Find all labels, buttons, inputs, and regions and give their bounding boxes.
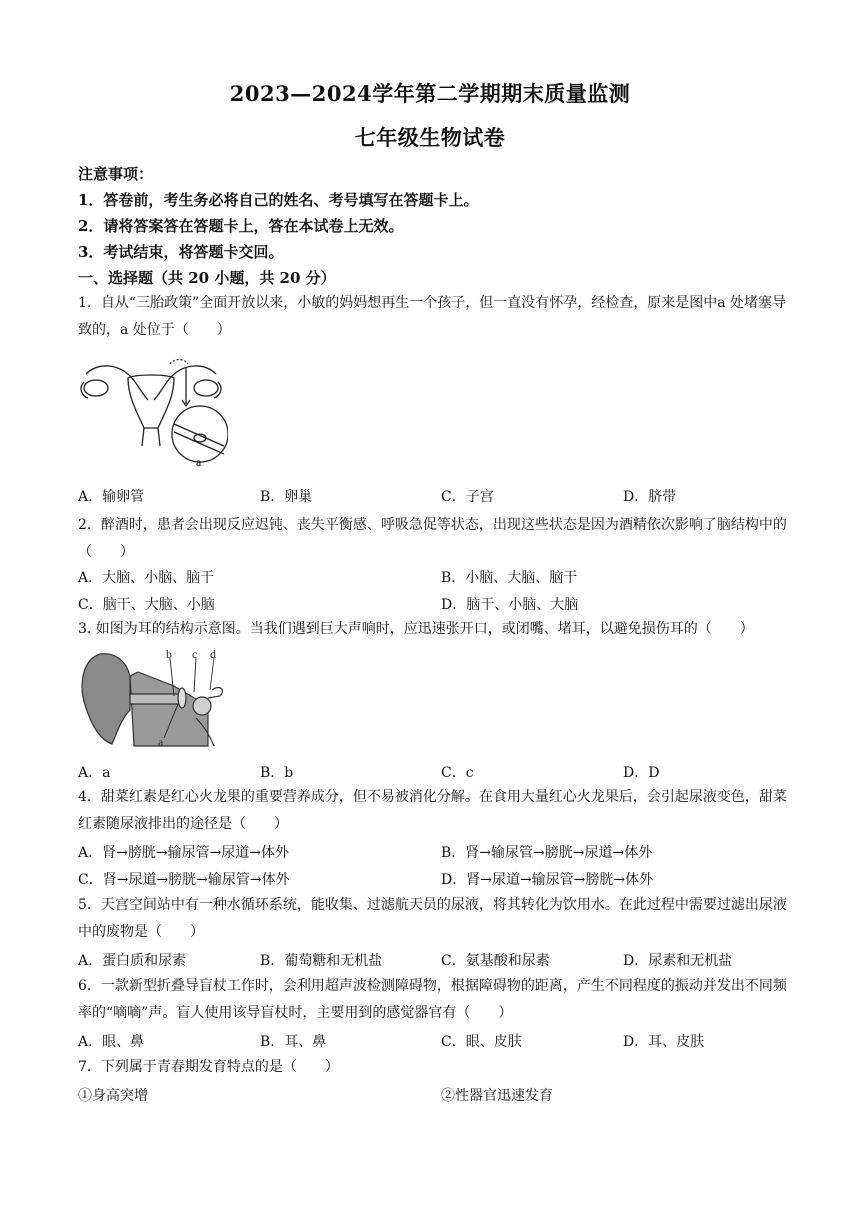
q1-option-b: B．卵巢	[260, 489, 313, 505]
q6-option-d: D．耳、皮肤	[623, 1034, 705, 1050]
q4-option-b: B．肾→输尿管→膀胱→尿道→体外	[441, 845, 653, 861]
q3-option-d: D．D	[623, 765, 660, 781]
q6-option-a: A．眼、鼻	[78, 1034, 145, 1050]
ear-figure-label-d: d	[210, 647, 216, 661]
uterus-diagram	[78, 354, 228, 470]
question-3-stem: 3. 如图为耳的结构示意图。当我们遇到巨大声响时，应迅速张开口，或闭嘴、堵耳，以避免损伤耳的（ ）	[78, 621, 754, 637]
section-heading: 一、选择题（共 20 小题，共 20 分）	[78, 269, 336, 287]
question-6-stem: 6．一款新型折叠导盲杖工作时，会利用超声波检测障碍物，根据障碍物的距离，产生不同程度的振动并发出不同频率的“嘀嘀”声。盲人使用该导盲杖时，主要用到的感觉器官有（ ）	[78, 978, 787, 1021]
question-1-stem: 1．自从“三胎政策”全面开放以来，小敏的妈妈想再生一个孩子，但一直没有怀孕，经检查，原来是图中a 处堵塞导致的，a 处位于（ ）	[78, 295, 787, 338]
ear-figure-label-b: b	[166, 647, 172, 661]
q2-option-d: D．脑干、小脑、大脑	[441, 597, 579, 613]
q5-option-a: A．蛋白质和尿素	[78, 953, 187, 969]
question-2-stem: 2．醉酒时，患者会出现反应迟钝、丧失平衡感、呼吸急促等状态，出现这些状态是因为酒精依次影响了脑结构中的（ ）	[78, 517, 787, 560]
q6-option-b: B．耳、鼻	[260, 1034, 327, 1050]
q1-option-c: C．子宫	[441, 489, 494, 505]
question-5-stem: 5．天宫空间站中有一种水循环系统，能收集、过滤航天员的尿液，将其转化为饮用水。在此过程中需要过滤出尿液中的废物是（ ）	[78, 897, 787, 940]
q2-option-b: B．小脑、大脑、脑干	[441, 570, 578, 586]
question-7-stem: 7．下列属于青春期发育特点的是（ ）	[78, 1059, 339, 1075]
ear-diagram	[78, 646, 228, 750]
notice-heading: 注意事项：	[78, 165, 154, 183]
q4-option-c: C．肾→尿道→膀胱→输尿管→体外	[78, 872, 290, 888]
ear-figure-label-c: c	[192, 647, 198, 661]
q6-option-c: C．眼、皮肤	[441, 1034, 522, 1050]
exam-subtitle: 七年级生物试卷	[354, 125, 506, 150]
q1-option-a: A．输卵管	[78, 489, 145, 505]
q2-option-a: A．大脑、小脑、脑干	[78, 570, 215, 586]
ear-figure-label-a: a	[158, 735, 164, 749]
notice-item: 3．考试结束，将答题卡交回。	[78, 243, 284, 261]
q4-option-a: A．肾→膀胱→输尿管→尿道→体外	[78, 845, 290, 861]
q4-option-d: D．肾→尿道→输尿管→膀胱→体外	[441, 872, 654, 888]
q5-option-b: B．葡萄糖和无机盐	[260, 953, 383, 969]
q3-option-c: C．c	[441, 765, 474, 781]
question-4-stem: 4．甜菜红素是红心火龙果的重要营养成分，但不易被消化分解。在食用大量红心火龙果后，会引起尿液变色，甜菜红素随尿液排出的途径是（ ）	[78, 789, 787, 832]
q2-option-c: C．脑干、大脑、小脑	[78, 597, 215, 613]
q3-option-b: B．b	[260, 765, 294, 781]
q5-option-c: C．氨基酸和尿素	[441, 953, 550, 969]
notice-item: 1．答卷前，考生务必将自己的姓名、考号填写在答题卡上。	[78, 191, 479, 209]
notice-item: 2．请将答案答在答题卡上，答在本试卷上无效。	[78, 217, 404, 235]
q5-option-d: D．尿素和无机盐	[623, 953, 733, 969]
q1-option-d: D．脐带	[623, 489, 677, 505]
q7-item-2: ②性器官迅速发育	[441, 1088, 553, 1104]
q3-option-a: A．a	[78, 765, 111, 781]
uterus-figure-label-a: a	[196, 455, 202, 469]
exam-title: 2023—2024学年第二学期期末质量监测	[229, 81, 631, 106]
q7-item-1: ①身高突增	[78, 1088, 148, 1104]
